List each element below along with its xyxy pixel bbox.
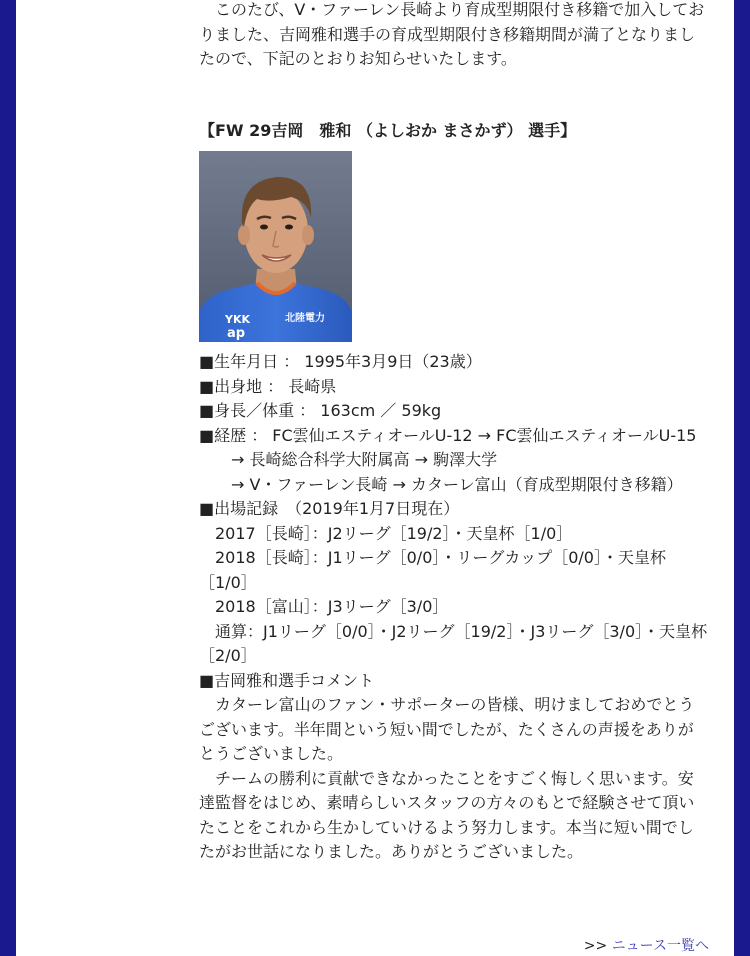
detail-career: ■経歴 ： FC雲仙エスティオールU-12 → FC雲仙エスティオールU-15 [199, 425, 697, 445]
ykk-logo-text: YKK [225, 313, 251, 326]
detail-height-weight: ■身長／体重 ： 163cm ／ 59kg [199, 401, 442, 420]
ap-logo-text: ap [227, 326, 246, 341]
detail-birthplace: ■出身地 ： 長崎県 [199, 376, 337, 396]
news-list-link[interactable]: ニュース一覧へ [611, 938, 709, 954]
player-details [199, 350, 709, 865]
article-intro: このたび、V・ファーレン長崎より育成型期限付き移籍で加入しておりました、吉岡雅和選手の育成型期限付き移籍期間が満了となりましたので、下記のとおりお知らせいたします。 [199, 0, 705, 68]
detail-comment-paragraph-2: チームの勝利に貢献できなかったことをすごく悔しく思います。安達監督をはじめ、素晴らしいスタッフの方々のもとで経験させて頂いたことをこれから生かしていけるよう努力します。本当に短い間でしたがお世話になりました。ありがとうございました。 [199, 768, 695, 861]
jersey-sponsor-text: 北陸電力 [285, 313, 325, 324]
detail-record-2017: 2017［長崎］：J2リーグ［19/2］・天皇杯［1/0］ [199, 523, 573, 543]
detail-record-total: 通算：J1リーグ［0/0］・J2リーグ［19/2］・J3リーグ［3/0］・天皇杯［2/0］ [199, 621, 708, 665]
detail-record-2018-nagasaki: 2018［長崎］：J1リーグ［0/0］・リーグカップ［0/0］・天皇杯［1/0］ [199, 548, 666, 592]
detail-career-3: → V・ファーレン長崎 → カターレ富山（育成型期限付き移籍） [199, 474, 683, 494]
player-portrait-image [199, 151, 352, 342]
detail-birthdate: ■生年月日 ： 1995年3月9日（23歳） [199, 352, 482, 371]
detail-comment-heading: ■吉岡雅和選手コメント [199, 670, 375, 690]
player-photo [199, 151, 352, 342]
double-chevron-icon: >> [583, 938, 608, 954]
detail-comment-paragraph-1: カターレ富山のファン・サポーターの皆様、明けましておめでとうございます。半年間という短い間でしたが、たくさんの声援をありがとうございました。 [199, 695, 695, 763]
content-panel [16, 0, 734, 956]
detail-records-heading: ■出場記録 （2019年1月7日現在） [199, 499, 460, 518]
detail-record-2018-toyama: 2018［富山］：J3リーグ［3/0］ [199, 597, 449, 616]
news-list-nav [579, 936, 709, 956]
player-heading: 【FW 29吉岡 雅和 （よしおか まさかず） 選手】 [199, 121, 577, 140]
detail-career-2: → 長崎総合科学大附属高 → 駒澤大学 [199, 450, 498, 469]
